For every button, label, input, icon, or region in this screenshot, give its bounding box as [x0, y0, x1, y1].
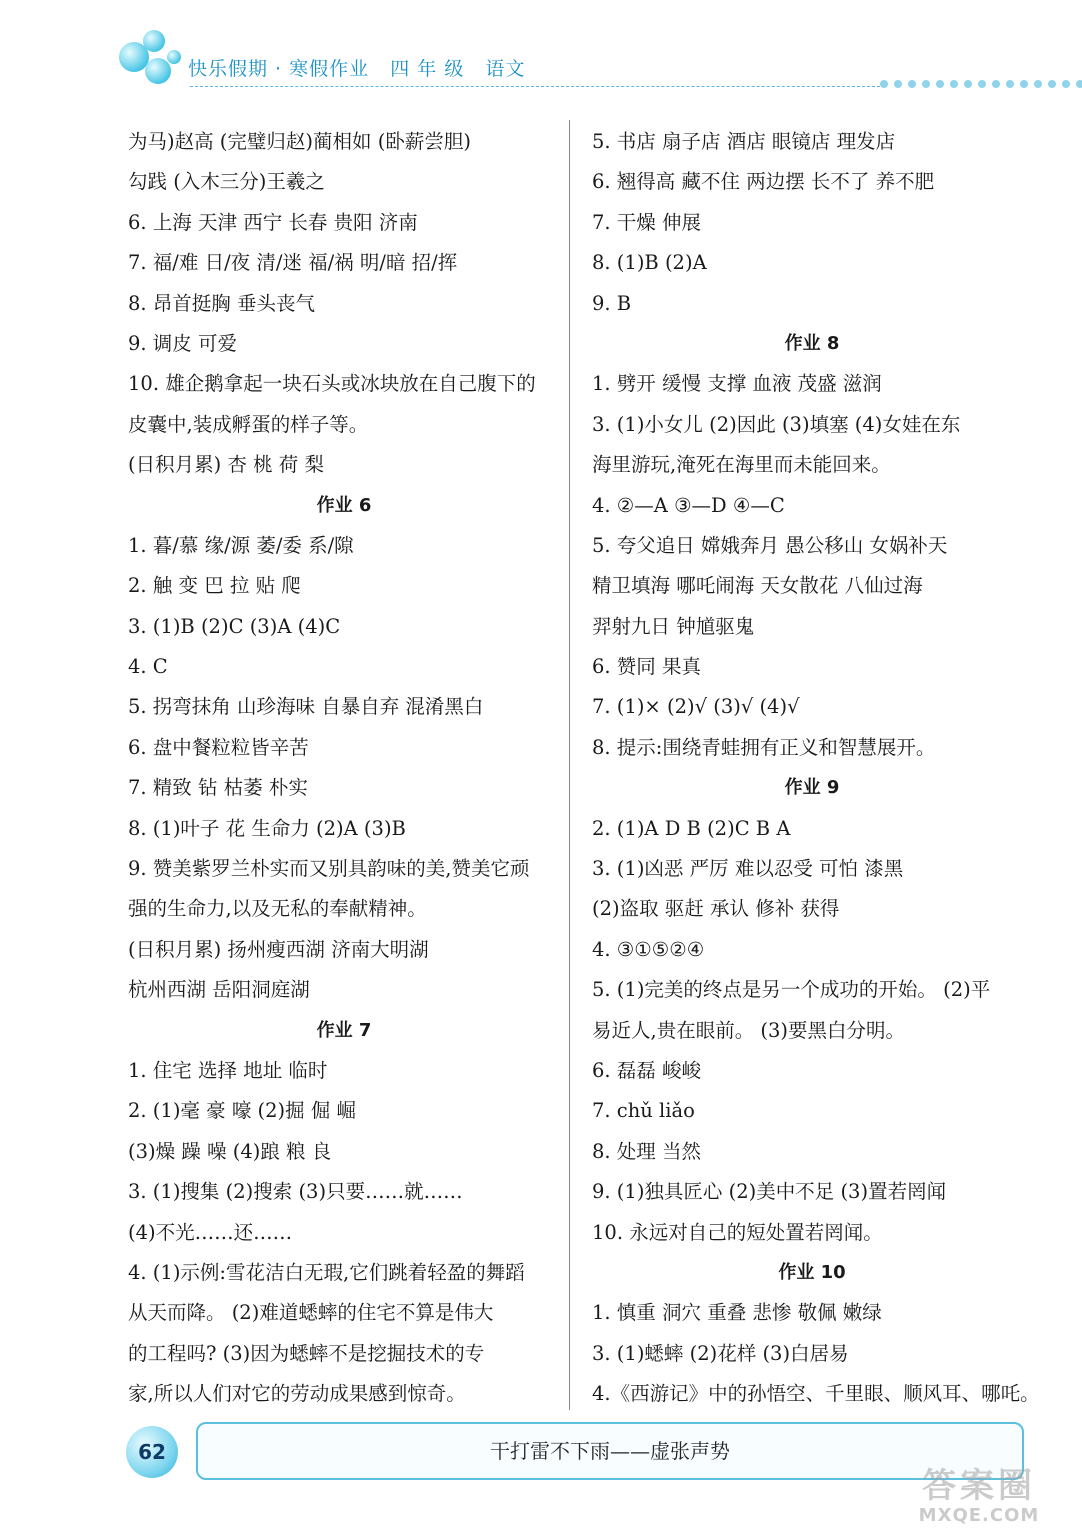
answer-line: 3. (1)凶恶 严厉 难以忍受 可怕 漆黑 [592, 857, 904, 881]
answer-line: 4. ③①⑤②④ [592, 937, 705, 961]
answer-line: 精卫填海 哪吒闹海 天女散花 八仙过海 [592, 574, 923, 598]
answer-line: 7. chǔ liǎo [592, 1099, 695, 1123]
answer-line: 8. (1)B (2)A [592, 251, 707, 275]
answer-line: 6. 磊磊 峻峻 [592, 1058, 702, 1082]
answer-line: 10. 永远对自己的短处置若罔闻。 [592, 1220, 883, 1244]
header-title: 快乐假期 · 寒假作业 四 年 级 语文 [188, 58, 526, 80]
answer-line: 1. 劈开 缓慢 支撑 血液 茂盛 滋润 [592, 372, 882, 396]
section-heading: 作业 7 [316, 1019, 372, 1041]
answer-line: (4)不光……还…… [128, 1220, 293, 1244]
bubbles-logo-icon [115, 28, 185, 88]
answer-line: 7. 干燥 伸展 [592, 210, 702, 234]
answer-line: 易近人,贵在眼前。 (3)要黑白分明。 [592, 1018, 906, 1042]
answer-line: 4. ②—A ③—D ④—C [592, 493, 785, 517]
section-heading: 作业 10 [778, 1261, 846, 1283]
answer-line: 8. (1)叶子 花 生命力 (2)A (3)B [128, 816, 406, 840]
header-divider [190, 86, 880, 87]
answer-line: 5. 书店 扇子店 酒店 眼镜店 理发店 [592, 130, 896, 153]
right-column [592, 122, 1040, 1415]
answer-line: 10. 雄企鹅拿起一块石头或冰块放在自己腹下的 [128, 372, 536, 396]
answer-line: 皮囊中,装成孵蛋的样子等。 [128, 412, 369, 436]
watermark-line2: MXQE.COM [918, 1505, 1040, 1526]
answer-line: 1. 慎重 洞穴 重叠 悲惨 敬佩 嫩绿 [592, 1301, 882, 1325]
answer-line: 8. 处理 当然 [592, 1139, 702, 1163]
answer-line: 3. (1)小女儿 (2)因此 (3)填塞 (4)女娃在东 [592, 412, 961, 436]
answer-line: 8. 昂首挺胸 垂头丧气 [128, 291, 316, 315]
answer-line: 7. (1)× (2)√ (3)√ (4)√ [592, 695, 800, 719]
answer-line: 强的生命力,以及无私的奉献精神。 [128, 897, 427, 921]
answer-line: 6. 盘中餐粒粒皆辛苦 [128, 735, 309, 759]
answer-line: 9. B [592, 291, 632, 315]
answer-line: (日积月累) 杏 桃 荷 梨 [128, 453, 325, 477]
answer-line: 勾践 (入木三分)王羲之 [128, 170, 325, 194]
answer-line: 6. 上海 天津 西宁 长春 贵阳 济南 [128, 210, 418, 234]
answer-line: 9. (1)独具匠心 (2)美中不足 (3)置若罔闻 [592, 1180, 947, 1204]
answer-line: 4. C [128, 655, 168, 679]
answer-line: 家,所以人们对它的劳动成果感到惊奇。 [128, 1382, 466, 1406]
section-heading: 作业 9 [784, 777, 840, 799]
section-heading: 作业 6 [316, 494, 372, 516]
section-heading: 作业 8 [784, 332, 840, 354]
answer-line: 5. 拐弯抹角 山珍海味 自暴自弃 混淆黑白 [128, 695, 484, 719]
answer-line: 7. 福/难 日/夜 清/迷 福/祸 明/暗 招/挥 [128, 251, 458, 275]
answer-line: (2)盗取 驱赶 承认 修补 获得 [592, 897, 840, 921]
answer-line: 3. (1)搜集 (2)搜索 (3)只要……就…… [128, 1180, 463, 1204]
answer-line: 5. (1)完美的终点是另一个成功的开始。 (2)平 [592, 978, 991, 1002]
answer-line: 2. (1)毫 豪 嚎 (2)掘 倔 崛 [128, 1099, 357, 1123]
answer-line: 3. (1)B (2)C (3)A (4)C [128, 614, 341, 638]
answer-line: 9. 调皮 可爱 [128, 331, 238, 355]
answer-line: 6. 赞同 果真 [592, 655, 702, 679]
header-dots-decoration [880, 80, 1082, 88]
answer-line: 2. (1)A D B (2)C B A [592, 816, 791, 840]
page-header [0, 0, 1082, 100]
proverb-text: 干打雷不下雨——虚张声势 [490, 1439, 730, 1463]
answer-line: (日积月累) 扬州瘦西湖 济南大明湖 [128, 937, 429, 961]
answer-line: 的工程吗? (3)因为蟋蟀不是挖掘技术的专 [128, 1341, 485, 1365]
answer-line: 4.《西游记》中的孙悟空、千里眼、顺风耳、哪吒。 [592, 1382, 1040, 1406]
answer-line: 3. (1)蟋蟀 (2)花样 (3)白居易 [592, 1341, 849, 1365]
answer-line: 8. 提示:围绕青蛙拥有正义和智慧展开。 [592, 735, 936, 759]
answer-line: 从天而降。 (2)难道蟋蟀的住宅不算是伟大 [128, 1301, 494, 1325]
answer-line: 海里游玩,淹死在海里而未能回来。 [592, 453, 891, 477]
answer-line: 4. (1)示例:雪花洁白无瑕,它们跳着轻盈的舞蹈 [128, 1260, 525, 1284]
answer-line: 6. 翘得高 藏不住 两边摆 长不了 养不肥 [592, 170, 935, 194]
watermark-line1: 答案圈 [922, 1466, 1036, 1506]
answer-line: 1. 住宅 选择 地址 临时 [128, 1058, 328, 1082]
left-column [128, 122, 560, 1415]
answer-line: 为马)赵高 (完璧归赵)蔺相如 (卧薪尝胆) [128, 130, 471, 153]
answer-line: 7. 精致 钻 枯萎 朴实 [128, 776, 308, 800]
answer-line: 1. 暮/慕 缘/源 萎/委 系/隙 [128, 533, 354, 557]
column-divider [569, 120, 570, 1410]
page-number: 62 [126, 1426, 178, 1478]
answer-line: (3)燥 躁 噪 (4)踉 粮 良 [128, 1139, 332, 1163]
answer-line: 5. 夸父追日 嫦娥奔月 愚公移山 女娲补天 [592, 533, 948, 557]
page-footer [0, 1410, 1082, 1536]
answer-line: 9. 赞美紫罗兰朴实而又别具韵味的美,赞美它顽 [128, 857, 530, 881]
answer-line: 杭州西湖 岳阳洞庭湖 [128, 978, 310, 1002]
answer-line: 羿射九日 钟馗驱鬼 [592, 614, 755, 638]
answer-line: 2. 触 变 巴 拉 贴 爬 [128, 574, 301, 598]
watermark-logo [890, 1468, 1068, 1532]
